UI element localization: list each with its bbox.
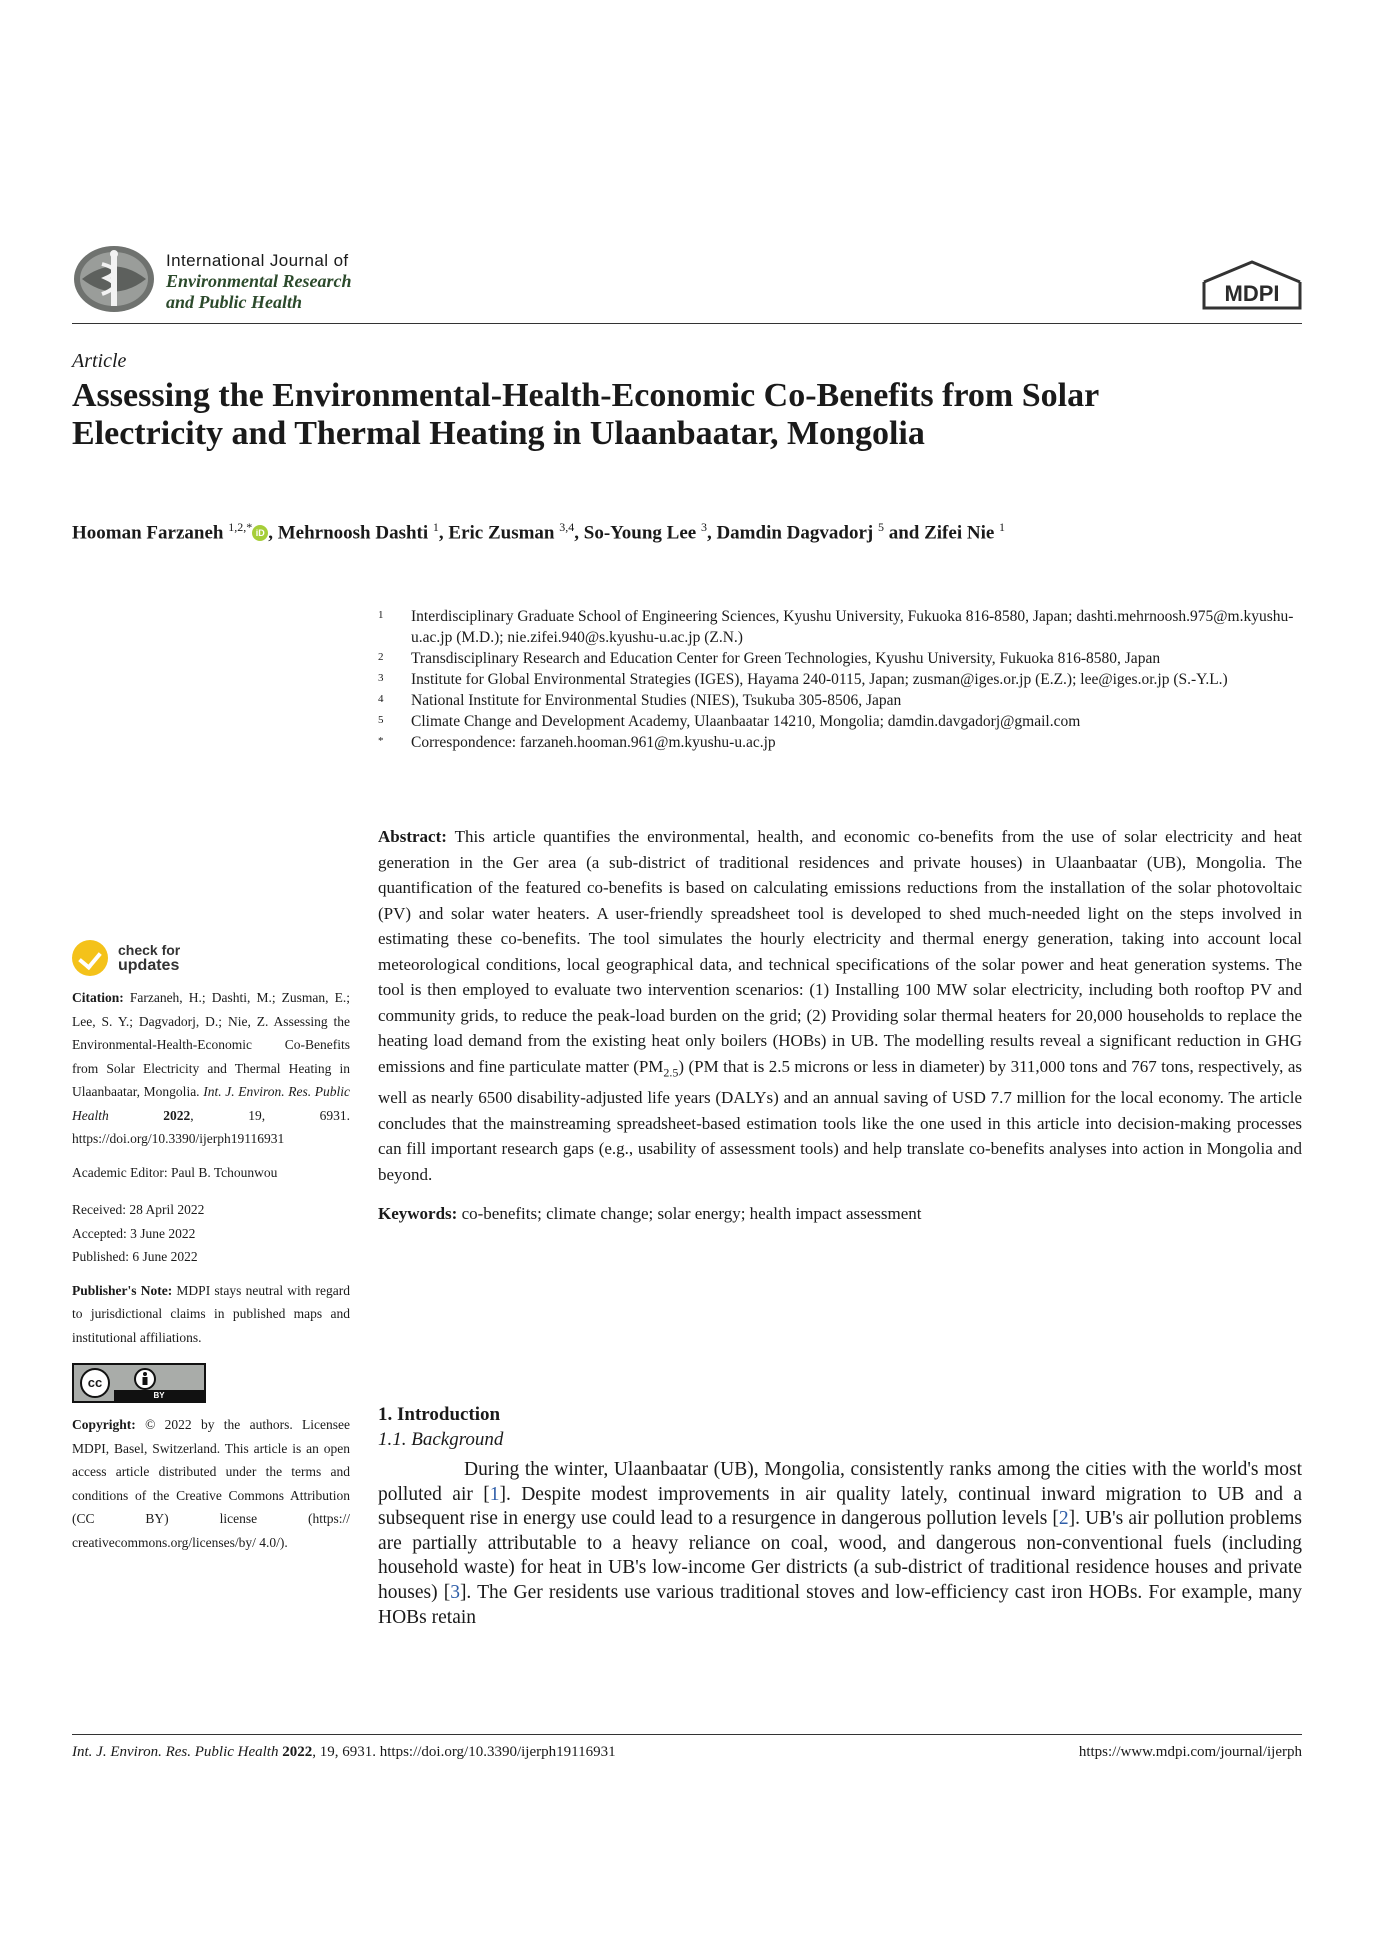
affiliation-text: Institute for Global Environmental Strategies (IGES), Hayama 240-0115, Japan; zusman@iges.or.jp (E.Z.); lee@iges.or.jp (S.-Y.L.) bbox=[411, 671, 1228, 688]
publisher-note-text: MDPI stays neutral with regard to jurisdictional claims in published maps and institutional affiliations. bbox=[72, 1282, 350, 1345]
sidebar bbox=[72, 940, 350, 1554]
copyright-label: Copyright: bbox=[72, 1417, 136, 1432]
affiliation-number: 1 bbox=[378, 609, 384, 621]
author-name: Eric Zusman bbox=[448, 522, 555, 544]
mdpi-logo bbox=[1200, 258, 1304, 312]
author-name: So-Young Lee bbox=[583, 522, 697, 544]
affiliation-text: Climate Change and Development Academy, Ulaanbaatar 14210, Mongolia; damdin.davgadorj@gmail.com bbox=[411, 713, 1081, 730]
journal-name bbox=[166, 250, 352, 313]
affiliation-item bbox=[378, 690, 1308, 711]
affiliation-number: 5 bbox=[378, 714, 384, 726]
section-heading: 1. Introduction bbox=[378, 1404, 501, 1425]
intro-text-3: ]. UB's air pollution problems are partially attributable to a heavy reliance on coal, wood, and dangerous non-conventional fuels (including household waste) for heat in UB's low-income Ger districts (a sub-district of traditional residence houses and private houses) [ bbox=[378, 1508, 1302, 1603]
affiliation-number: * bbox=[378, 735, 384, 747]
author-name: Mehrnoosh Dashti bbox=[277, 522, 429, 544]
cc-by-label: BY bbox=[114, 1390, 204, 1401]
check-updates-line2: updates bbox=[118, 957, 180, 974]
journal-name-line3: and Public Health bbox=[166, 292, 303, 312]
affiliation-number: 4 bbox=[378, 693, 384, 705]
intro-text-1: During the winter, Ulaanbaatar (UB), Mongolia, consistently ranks among the cities with the world's most polluted air [ bbox=[378, 1459, 1302, 1505]
affiliation-text: Correspondence: farzaneh.hooman.961@m.kyushu-u.ac.jp bbox=[411, 734, 776, 751]
affiliation-item bbox=[378, 606, 1308, 648]
affiliation-text: National Institute for Environmental Studies (NIES), Tsukuba 305-8506, Japan bbox=[411, 692, 902, 709]
intro-text-4: ]. The Ger residents use various traditional stoves and low-efficiency cast iron HOBs. For example, many HOBs retain bbox=[378, 1581, 1302, 1628]
author-affiliation-marker: 1,2,* bbox=[228, 520, 253, 534]
copyright bbox=[72, 1413, 350, 1554]
pm-subscript: 2.5 bbox=[663, 1064, 679, 1079]
ref-link[interactable]: 2 bbox=[1058, 1508, 1069, 1530]
footer-journal-url[interactable]: https://www.mdpi.com/journal/ijerph bbox=[1078, 1744, 1302, 1760]
footer-rule bbox=[72, 1734, 1302, 1735]
person-icon bbox=[130, 1368, 160, 1390]
author-name: Damdin Dagvadorj bbox=[716, 522, 874, 544]
author-affiliation-marker: 1 bbox=[432, 520, 439, 534]
footer-citation bbox=[72, 1744, 616, 1761]
header-rule bbox=[72, 323, 1302, 324]
cc-by-license-badge[interactable] bbox=[72, 1363, 206, 1403]
citation bbox=[72, 986, 350, 1151]
affiliation-item bbox=[378, 648, 1308, 669]
author-list bbox=[72, 514, 1302, 546]
academic-editor: Academic Editor: Paul B. Tchounwou bbox=[72, 1164, 278, 1180]
author-affiliation-marker: 1 bbox=[999, 520, 1006, 534]
affiliation-number: 3 bbox=[378, 672, 384, 684]
keywords-text: co-benefits; climate change; solar energy; health impact assessment bbox=[457, 1204, 922, 1224]
abstract-text-b: ) (PM that is 2.5 microns or less in diameter) by 311,000 tons and 767 tons, respectively, as well as nearly 6500 disability-adjusted life years (DALYs) and an annual saving of USD 7.7 million for the local economy. The article concludes that the mainstreaming spreadsheet-based estimation tools like the one used in this article into decision-making processes can fill important research gaps (e.g., usability of assessment tools) and help translate co-benefits analyses into action in Mongolia and beyond. bbox=[378, 1056, 1302, 1184]
author-affiliation-marker: 3,4 bbox=[559, 520, 575, 534]
copyright-text: © 2022 by the authors. Licensee MDPI, Basel, Switzerland. This article is an open access article distributed under the terms and conditions of the Creative Commons Attribution (CC BY) license (https:// creativecommons.org/licenses/by/ 4.0/). bbox=[72, 1417, 350, 1550]
author-separator: , bbox=[706, 522, 717, 544]
author-separator: , bbox=[574, 522, 584, 544]
affiliation-text: Interdisciplinary Graduate School of Engineering Sciences, Kyushu University, Fukuoka 816-8580, Japan; dashti.mehrnoosh.975@m.kyushu-u.ac.jp (M.D.); nie.zifei.940@s.kyushu-u.ac.jp (Z.N.) bbox=[411, 608, 1294, 646]
intro-paragraph bbox=[378, 1458, 1302, 1630]
ref-link[interactable]: 1 bbox=[489, 1483, 500, 1505]
mdpi-logo-text: MDPI bbox=[1224, 281, 1280, 306]
article-title: Assessing the Environmental-Health-Economic Co-Benefits from Solar Electricity and Thermal Heating in Ulaanbaatar, Mongolia bbox=[72, 377, 1099, 452]
affiliation-item bbox=[378, 732, 1308, 753]
author-affiliation-marker: 3 bbox=[700, 520, 707, 534]
subsection-heading: 1.1. Background bbox=[378, 1429, 504, 1450]
footer-year: 2022 bbox=[282, 1744, 313, 1760]
keywords bbox=[378, 1201, 1302, 1226]
author-name: Hooman Farzaneh bbox=[72, 522, 224, 544]
date-received: Received: 28 April 2022 bbox=[72, 1202, 205, 1217]
author-name: Zifei Nie bbox=[924, 522, 995, 544]
check-updates-line1: check for bbox=[118, 942, 181, 958]
check-updates-icon bbox=[72, 940, 108, 976]
citation-text: Farzaneh, H.; Dashti, M.; Zusman, E.; Lee, S. Y.; Dagvadorj, D.; Nie, Z. Assessing the Environmental-Health-Economic Co-Benefits from Solar Electricity and Thermal Heating in Ulaanbaatar, Mongolia. bbox=[72, 990, 350, 1099]
author-separator: , bbox=[268, 522, 278, 544]
intro-text-2: ]. Despite modest improvements in air quality lately, continual inward migration to UB and a subsequent rise in energy use could lead to a resurgence in dangerous pollution levels [ bbox=[378, 1483, 1303, 1530]
citation-journal: Int. J. Environ. Res. Public Health bbox=[72, 1084, 350, 1123]
journal-logo bbox=[72, 244, 156, 314]
keywords-label: Keywords: bbox=[378, 1204, 458, 1224]
check-for-updates-button[interactable] bbox=[72, 940, 350, 976]
citation-label: Citation: bbox=[72, 990, 124, 1005]
abstract-text-a: This article quantifies the environmental, health, and economic co-benefits from the use of solar electricity and heat generation in the Ger area (a sub-district of traditional residences and private houses) in Ulaanbaatar (UB), Mongolia. The quantification of the featured co-benefits is based on calculating emissions reductions from the installation of the solar photovoltaic (PV) and solar water heaters. A user-friendly spreadsheet tool is developed to shed much-needed light on the steps involved in estimating these co-benefits. The tool simulates the hourly electricity and thermal energy generation, taking into account local meteorological conditions, local geographical data, and technical specifications of the solar power and heat generation systems. The tool is then employed to evaluate two intervention scenarios: (1) Installing 100 MW solar electricity, including both rooftop PV and community grids, to reduce the peak-load burden on the grid; (2) Providing solar thermal heaters for 20,000 households to replace the heating load demand from the existing heat only boilers (HOBs) in UB. The modelling results reveal a significant reduction in GHG emissions and fine particulate matter (PM bbox=[378, 827, 1302, 1076]
main-column bbox=[378, 824, 1302, 1226]
abstract bbox=[378, 824, 1302, 1187]
ref-link[interactable]: 3 bbox=[450, 1581, 460, 1603]
footer-journal: Int. J. Environ. Res. Public Health bbox=[72, 1744, 279, 1760]
author-affiliation-marker: 5 bbox=[877, 520, 884, 534]
footer-doi[interactable]: , 19, 6931. https://doi.org/10.3390/ijerph19116931 bbox=[312, 1744, 616, 1760]
orcid-icon[interactable]: iD bbox=[252, 525, 268, 541]
abstract-label: Abstract: bbox=[378, 827, 447, 846]
author-separator: , bbox=[438, 522, 449, 544]
affiliation-number: 2 bbox=[378, 651, 384, 663]
citation-year: 2022 bbox=[108, 1107, 191, 1123]
affiliation-item bbox=[378, 711, 1308, 732]
publisher-note bbox=[72, 1279, 350, 1350]
author-separator: and bbox=[883, 522, 925, 544]
cc-icon: cc bbox=[80, 1368, 110, 1398]
affiliations bbox=[378, 606, 1308, 753]
publisher-note-label: Publisher's Note: bbox=[72, 1282, 173, 1298]
citation-doi[interactable]: , 19, 6931. https://doi.org/10.3390/ijerph19116931 bbox=[72, 1107, 351, 1146]
affiliation-text: Transdisciplinary Research and Education Center for Green Technologies, Kyushu University, Fukuoka 816-8580, Japan bbox=[411, 650, 1161, 667]
affiliation-item bbox=[378, 669, 1308, 690]
journal-name-line2: Environmental Research bbox=[166, 271, 352, 291]
journal-name-line1: International Journal of bbox=[166, 251, 349, 270]
date-published: Published: 6 June 2022 bbox=[72, 1249, 198, 1264]
article-type: Article bbox=[72, 350, 127, 372]
date-accepted: Accepted: 3 June 2022 bbox=[72, 1225, 196, 1241]
